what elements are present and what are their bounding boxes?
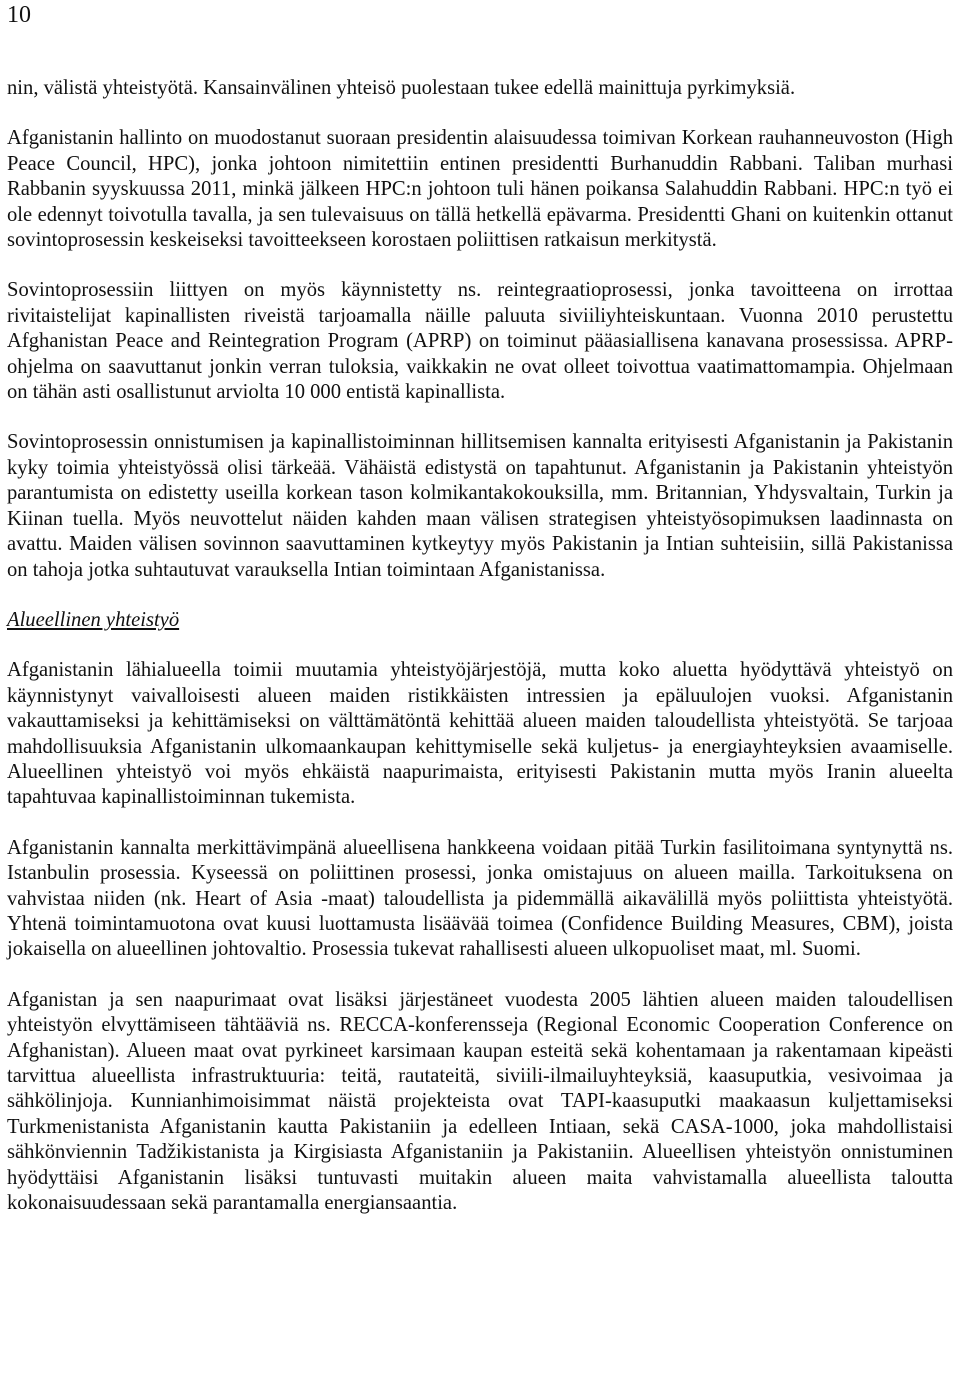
body-text — [7, 76, 953, 1241]
page-number: 10 — [7, 2, 31, 28]
paragraph: Afganistanin hallinto on muodostanut suoraan presidentin alaisuudessa toimivan Korkean rauhanneuvoston (High Peace Council, HPC), jonka johtoon nimitettiin entinen presidentti Burhanuddin Rabbani. Taliban murhasi Rabbanin syyskuussa 2011, minkä jälkeen HPC:n johtoon tuli hänen poikansa Salahuddin Rabbani. HPC:n työ ei ole edennyt toivotulla tavalla, ja sen tulevaisuus on tällä hetkellä epävarma. Presidentti Ghani on kuitenkin ottanut sovintoprosessin keskeiseksi tavoitteekseen korostaen poliittisen ratkaisun merkitystä. — [7, 127, 953, 252]
paragraph: Sovintoprosessin onnistumisen ja kapinallistoiminnan hillitsemisen kannalta erityisesti Afganistanin ja Pakistanin kyky toimia yhteistyössä olisi tärkeää. Vähäistä edistystä on tapahtunut. Afganistanin ja Pakistanin yhteistyön parantumista on edistetty useilla korkean tason kolmikantakokouksilla, mm. Britannian, Yhdysvaltain, Turkin ja Kiinan tuella. Myös neuvottelut näiden kahden maan välisen strategisen yhteistyösopimuksen laadinnasta on avattu. Maiden välisen sovinnon saavuttaminen kytkeytyy myös Pakistanin ja Intian suhteisiin, sillä Pakistanissa on tahoja jotka suhtautuvat varauksella Intian toimintaan Afganistanissa. — [7, 431, 953, 581]
section-heading: Alueellinen yhteistyö — [7, 608, 180, 631]
paragraph: Sovintoprosessiin liittyen on myös käynnistetty ns. reintegraatioprosessi, jonka tavoitteena on irrottaa rivitaistelijat kapinallisten riveistä tarjoamalla näille paluuta siviiliyhteiskuntaan. Vuonna 2010 perustettu Afghanistan Peace and Reintegration Program (APRP) on toiminut pääasiallisena kanavana prosessissa. APRP-ohjelma on saavuttanut jonkin verran tuloksia, vaikkakin ne ovat olleet toivottua vaatimattomampia. Ohjelmaan on tähän asti osallistunut arviolta 10 000 entistä kapinallista. — [7, 279, 953, 404]
paragraph: nin, välistä yhteistyötä. Kansainvälinen yhteisö puolestaan tukee edellä mainittuja pyrkimyksiä. — [7, 77, 796, 99]
paragraph: Afganistanin lähialueella toimii muutamia yhteistyöjärjestöjä, mutta koko aluetta hyödyttävä yhteistyö on käynnistynyt vaivalloisesti alueen maiden ristikkäisten intressien ja epäluulojen vuoksi. Afganistanin vakauttamiseksi ja kehittämiseksi on välttämätöntä kehittää alueen maiden taloudellista yhteistyötä. Se tarjoaa mahdollisuuksia Afganistanin ulkomaankaupan kehittymiselle sekä kuljetus- ja energiayhteyksien avaamiselle. Alueellinen yhteistyö voi myös ehkäistä naapurimaista, erityisesti Pakistanin mutta myös Iranin alueelta tapahtuvaa kapinallistoiminnan tukemista. — [7, 659, 953, 809]
paragraph: Afganistanin kannalta merkittävimpänä alueellisena hankkeena voidaan pitää Turkin fasilitoimana syntynyttä ns. Istanbulin prosessia. Kyseessä on poliittinen prosessi, jonka omistajuus on alueen mailla. Tarkoituksena on vahvistaa niiden (nk. Heart of Asia -maat) taloudellista ja pidemmällä aikavälillä myös poliittista yhteistyötä. Yhtenä toimintamuotona ovat kuusi luottamusta lisäävää toimea (Confidence Building Measures, CBM), joista jokaisella on alueellinen johtovaltio. Prosessia tukevat rahallisesti alueen ulkopuoliset maat, ml. Suomi. — [7, 836, 953, 961]
paragraph: Afganistan ja sen naapurimaat ovat lisäksi järjestäneet vuodesta 2005 lähtien alueen maiden taloudellisen yhteistyön elvyttämiseen tähtääviä ns. RECCA-konferensseja (Regional Economic Cooperation Conference on Afghanistan). Alueen maat ovat pyrkineet karsimaan kaupan esteitä sekä kohentamaan ja rakentamaan kipeästi tarvittua alueellista infrastruktuuria: teitä, rautateitä, siviili-ilmailuyhteyksiä, kaasuputkia, vesivoimaa ja sähkölinjoja. Kunnianhimoisimmat näistä projekteista ovat TAPI-kaasuputki maakaasun kuljettamiseksi Turkmenistanista Afganistanin kautta Pakistaniin ja edelleen Intiaan, sekä CASA-1000, joka mahdollistaisi sähkönviennin Tadžikistanista ja Kirgisiasta Afganistaniin ja Pakistaniin. Alueellisen yhteistyön onnistuminen hyödyttäisi Afganistanin lisäksi tuntuvasti muitakin alueen maita vahvistamalla alueellista taloutta kokonaisuudessaan sekä parantamalla energiansaantia. — [7, 988, 953, 1215]
